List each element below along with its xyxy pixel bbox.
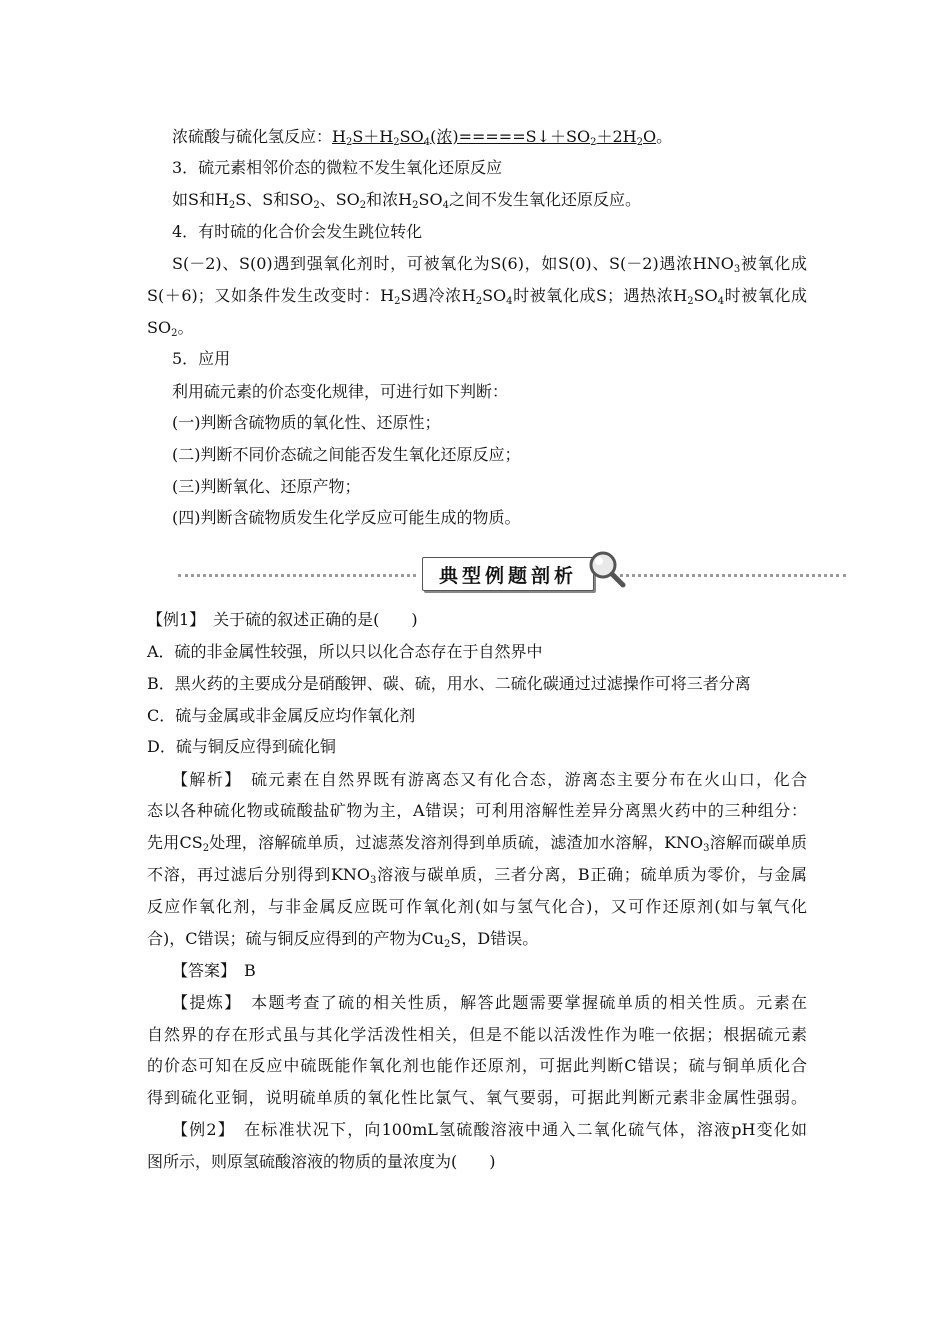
paragraph-4-line-1 xyxy=(172,254,807,274)
text: 不溶，再过滤后分别得到KNO xyxy=(147,865,371,884)
paragraph-4-line-2 xyxy=(147,286,807,306)
text: 处理，溶解硫单质，过滤蒸发溶剂得到单质硫，滤渣加水溶解，KNO xyxy=(209,833,704,852)
magnifier-icon xyxy=(586,548,626,588)
text: 。 xyxy=(177,318,194,337)
sub: 2 xyxy=(394,296,401,307)
answer: 【答案】 B xyxy=(172,961,256,980)
eq-part: (浓)=====S↓＋SO xyxy=(430,127,591,146)
list-item-2: (二)判断不同价态硫之间能否发生氧化还原反应； xyxy=(172,445,521,464)
text: 溶解而碳单质 xyxy=(709,833,807,852)
analysis-line-4 xyxy=(147,865,807,885)
text: 合)，C错误；硫与铜反应得到的产物为Cu xyxy=(147,929,445,948)
heading-5: 5．应用 xyxy=(172,349,231,368)
tilian-line-2: 自然界的存在形式虽与其化学活泼性相关，但是不能以活泼性作为唯一依据；根据硫元素 xyxy=(147,1025,807,1044)
analysis-line-2: 态以各种硫化物或硫酸盐矿物为主，A错误；可利用溶解性差异分离黑火药中的三种组分： xyxy=(147,801,807,820)
text: S，D错误。 xyxy=(450,929,539,948)
text: S、S和SO xyxy=(235,190,314,209)
text: 如S和H xyxy=(172,190,229,209)
analysis-line-3 xyxy=(147,833,807,853)
dotted-rule-left xyxy=(178,574,416,577)
option-b: B．黑火药的主要成分是硝酸钾、碳、硫，用水、二硫化碳通过过滤操作可将三者分离 xyxy=(147,674,751,693)
sub: 3 xyxy=(370,875,377,886)
eq-part: H xyxy=(332,127,346,146)
text: S(＋6)；又如条件发生改变时：H xyxy=(147,286,395,305)
eq-sub: 4 xyxy=(423,137,431,148)
text: 之间不发生氧化还原反应。 xyxy=(448,190,641,209)
heading-4: 4．有时硫的化合价会发生跳位转化 xyxy=(172,222,423,241)
sub: 2 xyxy=(412,200,419,211)
list-item-1: (一)判断含硫物质的氧化性、还原性； xyxy=(172,413,441,432)
paragraph-3 xyxy=(172,190,641,210)
paragraph-5: 利用硫元素的价态变化规律，可进行如下判断： xyxy=(172,382,509,401)
tilian-line-3: 的价态可知在反应中硫既能作氧化剂也能作还原剂，可据此判断C错误；硫与铜单质化合 xyxy=(147,1056,807,1075)
tilian-line-4: 得到硫化亚铜，说明硫单质的氧化性比氯气、氧气要弱，可据此判断元素非金属性强弱。 xyxy=(147,1088,807,1107)
eq-part: S＋H xyxy=(352,127,394,146)
tilian-line-1: 【提炼】 本题考查了硫的相关性质，解答此题需要掌握硫单质的相关性质。元素在 xyxy=(172,993,807,1012)
punct: 。 xyxy=(656,127,673,146)
sub: 2 xyxy=(202,843,210,854)
list-item-4: (四)判断含硫物质发生化学反应可能生成的物质。 xyxy=(172,508,521,527)
text: 、SO xyxy=(319,190,360,209)
option-a: A．硫的非金属性较强，所以只以化合态存在于自然界中 xyxy=(147,642,543,661)
option-c: C．硫与金属或非金属反应均作氧化剂 xyxy=(147,706,416,725)
example-2-line-2: 图所示，则原氢硫酸溶液的物质的量浓度为( ) xyxy=(147,1152,496,1171)
eq-part: O xyxy=(642,127,657,146)
reaction-label: 浓硫酸与硫化氢反应： xyxy=(172,127,333,146)
eq-sub: 2 xyxy=(636,137,643,148)
sub: 4 xyxy=(506,296,513,307)
eq-sub: 2 xyxy=(345,137,353,148)
text: 先用CS xyxy=(147,833,203,852)
sub: 2 xyxy=(444,939,451,950)
text: 溶液与碳单质，三者分离，B正确；硫单质为零价，与金属 xyxy=(376,865,807,884)
text: S(－2)、S(0)遇到强氧化剂时，可被氧化为S(6)，如S(0)、S(－2)遇浓HNO xyxy=(172,254,734,273)
section-divider xyxy=(178,556,846,596)
text: 时被氧化成 xyxy=(724,286,807,305)
list-item-3: (三)判断氧化、还原产物； xyxy=(172,477,361,496)
text: SO xyxy=(418,190,443,209)
text: SO xyxy=(147,318,172,337)
sub: 2 xyxy=(475,296,483,307)
reaction-line xyxy=(172,127,672,147)
sub: 2 xyxy=(171,328,178,339)
sub: 2 xyxy=(313,200,320,211)
analysis-line-6 xyxy=(147,929,538,949)
text: 和浓H xyxy=(366,190,413,209)
text: S遇冷浓H xyxy=(400,286,476,305)
eq-sub: 2 xyxy=(590,137,597,148)
text: SO xyxy=(482,286,507,305)
sub: 2 xyxy=(228,200,236,211)
sub: 3 xyxy=(733,264,741,275)
sub: 2 xyxy=(359,200,367,211)
analysis-line-5: 反应作氧化剂，与非金属反应既可作氧化剂(如与氢气化合)，又可作还原剂(如与氧气化 xyxy=(147,897,807,916)
sub: 4 xyxy=(717,296,725,307)
paragraph-4-line-3 xyxy=(147,318,193,338)
sub: 3 xyxy=(703,843,710,854)
text: SO xyxy=(693,286,718,305)
eq-part: SO xyxy=(399,127,424,146)
heading-3: 3．硫元素相邻价态的微粒不发生氧化还原反应 xyxy=(172,158,503,177)
text: 时被氧化成S；遇热浓H xyxy=(512,286,688,305)
dotted-rule-right xyxy=(613,574,846,577)
text: 被氧化成 xyxy=(740,254,807,273)
analysis-line-1: 【解析】 硫元素在自然界既有游离态又有化合态，游离态主要分布在火山口，化合 xyxy=(172,770,807,789)
sub: 2 xyxy=(687,296,694,307)
example-1-question: 【例1】 关于硫的叙述正确的是( ) xyxy=(147,610,418,629)
eq-part: ＋2H xyxy=(596,127,637,146)
reaction-equation xyxy=(332,127,656,146)
option-d: D．硫与铜反应得到硫化铜 xyxy=(147,737,336,756)
sub: 4 xyxy=(442,200,449,211)
eq-sub: 2 xyxy=(393,137,400,148)
section-title: 典型例题剖析 xyxy=(422,557,594,591)
example-2-line-1: 【例2】 在标准状况下，向100mL氢硫酸溶液中通入二氧化硫气体，溶液pH变化如 xyxy=(172,1120,807,1139)
